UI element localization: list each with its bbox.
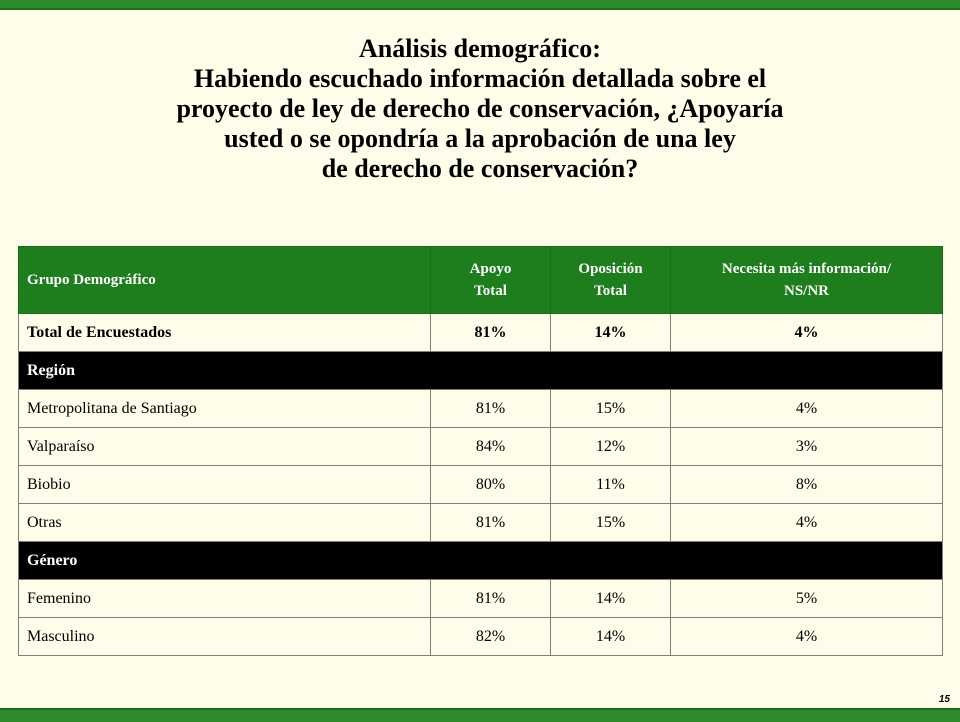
row-support: 80% <box>431 466 551 504</box>
total-needs-info: 4% <box>671 314 943 352</box>
row-opposition: 14% <box>551 580 671 618</box>
row-label: Metropolitana de Santiago <box>19 390 431 428</box>
row-needs-info: 4% <box>671 504 943 542</box>
table-row <box>19 504 943 542</box>
header-opposition-line-1: Oposición <box>578 261 643 277</box>
header-support-line-2: Total <box>474 283 507 299</box>
table-header-row <box>19 247 943 314</box>
row-label: Otras <box>19 504 431 542</box>
total-opposition: 14% <box>551 314 671 352</box>
slide-title <box>60 34 900 184</box>
title-line-5: de derecho de conservación? <box>321 154 639 183</box>
row-needs-info: 4% <box>671 390 943 428</box>
row-opposition: 11% <box>551 466 671 504</box>
section-row-gender <box>19 542 943 580</box>
header-needs-info-line-2: NS/NR <box>783 283 829 299</box>
title-line-1: Análisis demográfico: <box>359 34 601 63</box>
section-title: Género <box>19 542 943 580</box>
row-label: Femenino <box>19 580 431 618</box>
row-needs-info: 4% <box>671 618 943 656</box>
header-group-label: Grupo Demográfico <box>27 272 156 288</box>
row-opposition: 15% <box>551 504 671 542</box>
demographic-table <box>18 246 943 656</box>
row-opposition: 15% <box>551 390 671 428</box>
row-support: 82% <box>431 618 551 656</box>
table-row <box>19 390 943 428</box>
row-needs-info: 8% <box>671 466 943 504</box>
table-row <box>19 580 943 618</box>
row-support: 81% <box>431 504 551 542</box>
row-label: Valparaíso <box>19 428 431 466</box>
section-row-region <box>19 352 943 390</box>
header-needs-info <box>671 247 943 314</box>
row-opposition: 14% <box>551 618 671 656</box>
row-support: 81% <box>431 390 551 428</box>
total-support: 81% <box>431 314 551 352</box>
header-group <box>19 247 431 314</box>
section-title: Región <box>19 352 943 390</box>
header-needs-info-line-1: Necesita más información/ <box>721 261 892 277</box>
title-line-3: proyecto de ley de derecho de conservación, ¿Apoyaría <box>176 94 784 123</box>
table-row-total <box>19 314 943 352</box>
top-green-bar <box>0 0 960 10</box>
row-needs-info: 5% <box>671 580 943 618</box>
row-label: Biobio <box>19 466 431 504</box>
row-needs-info: 3% <box>671 428 943 466</box>
total-label: Total de Encuestados <box>19 314 431 352</box>
table-row <box>19 466 943 504</box>
row-opposition: 12% <box>551 428 671 466</box>
table-row <box>19 428 943 466</box>
title-line-4: usted o se opondría a la aprobación de una ley <box>224 124 736 153</box>
page-number: 15 <box>938 694 950 705</box>
header-support <box>431 247 551 314</box>
header-opposition <box>551 247 671 314</box>
header-opposition-line-2: Total <box>594 283 627 299</box>
title-line-2: Habiendo escuchado información detallada sobre el <box>193 64 767 93</box>
row-support: 81% <box>431 580 551 618</box>
row-support: 84% <box>431 428 551 466</box>
row-label: Masculino <box>19 618 431 656</box>
header-support-line-1: Apoyo <box>469 261 512 277</box>
table-row <box>19 618 943 656</box>
